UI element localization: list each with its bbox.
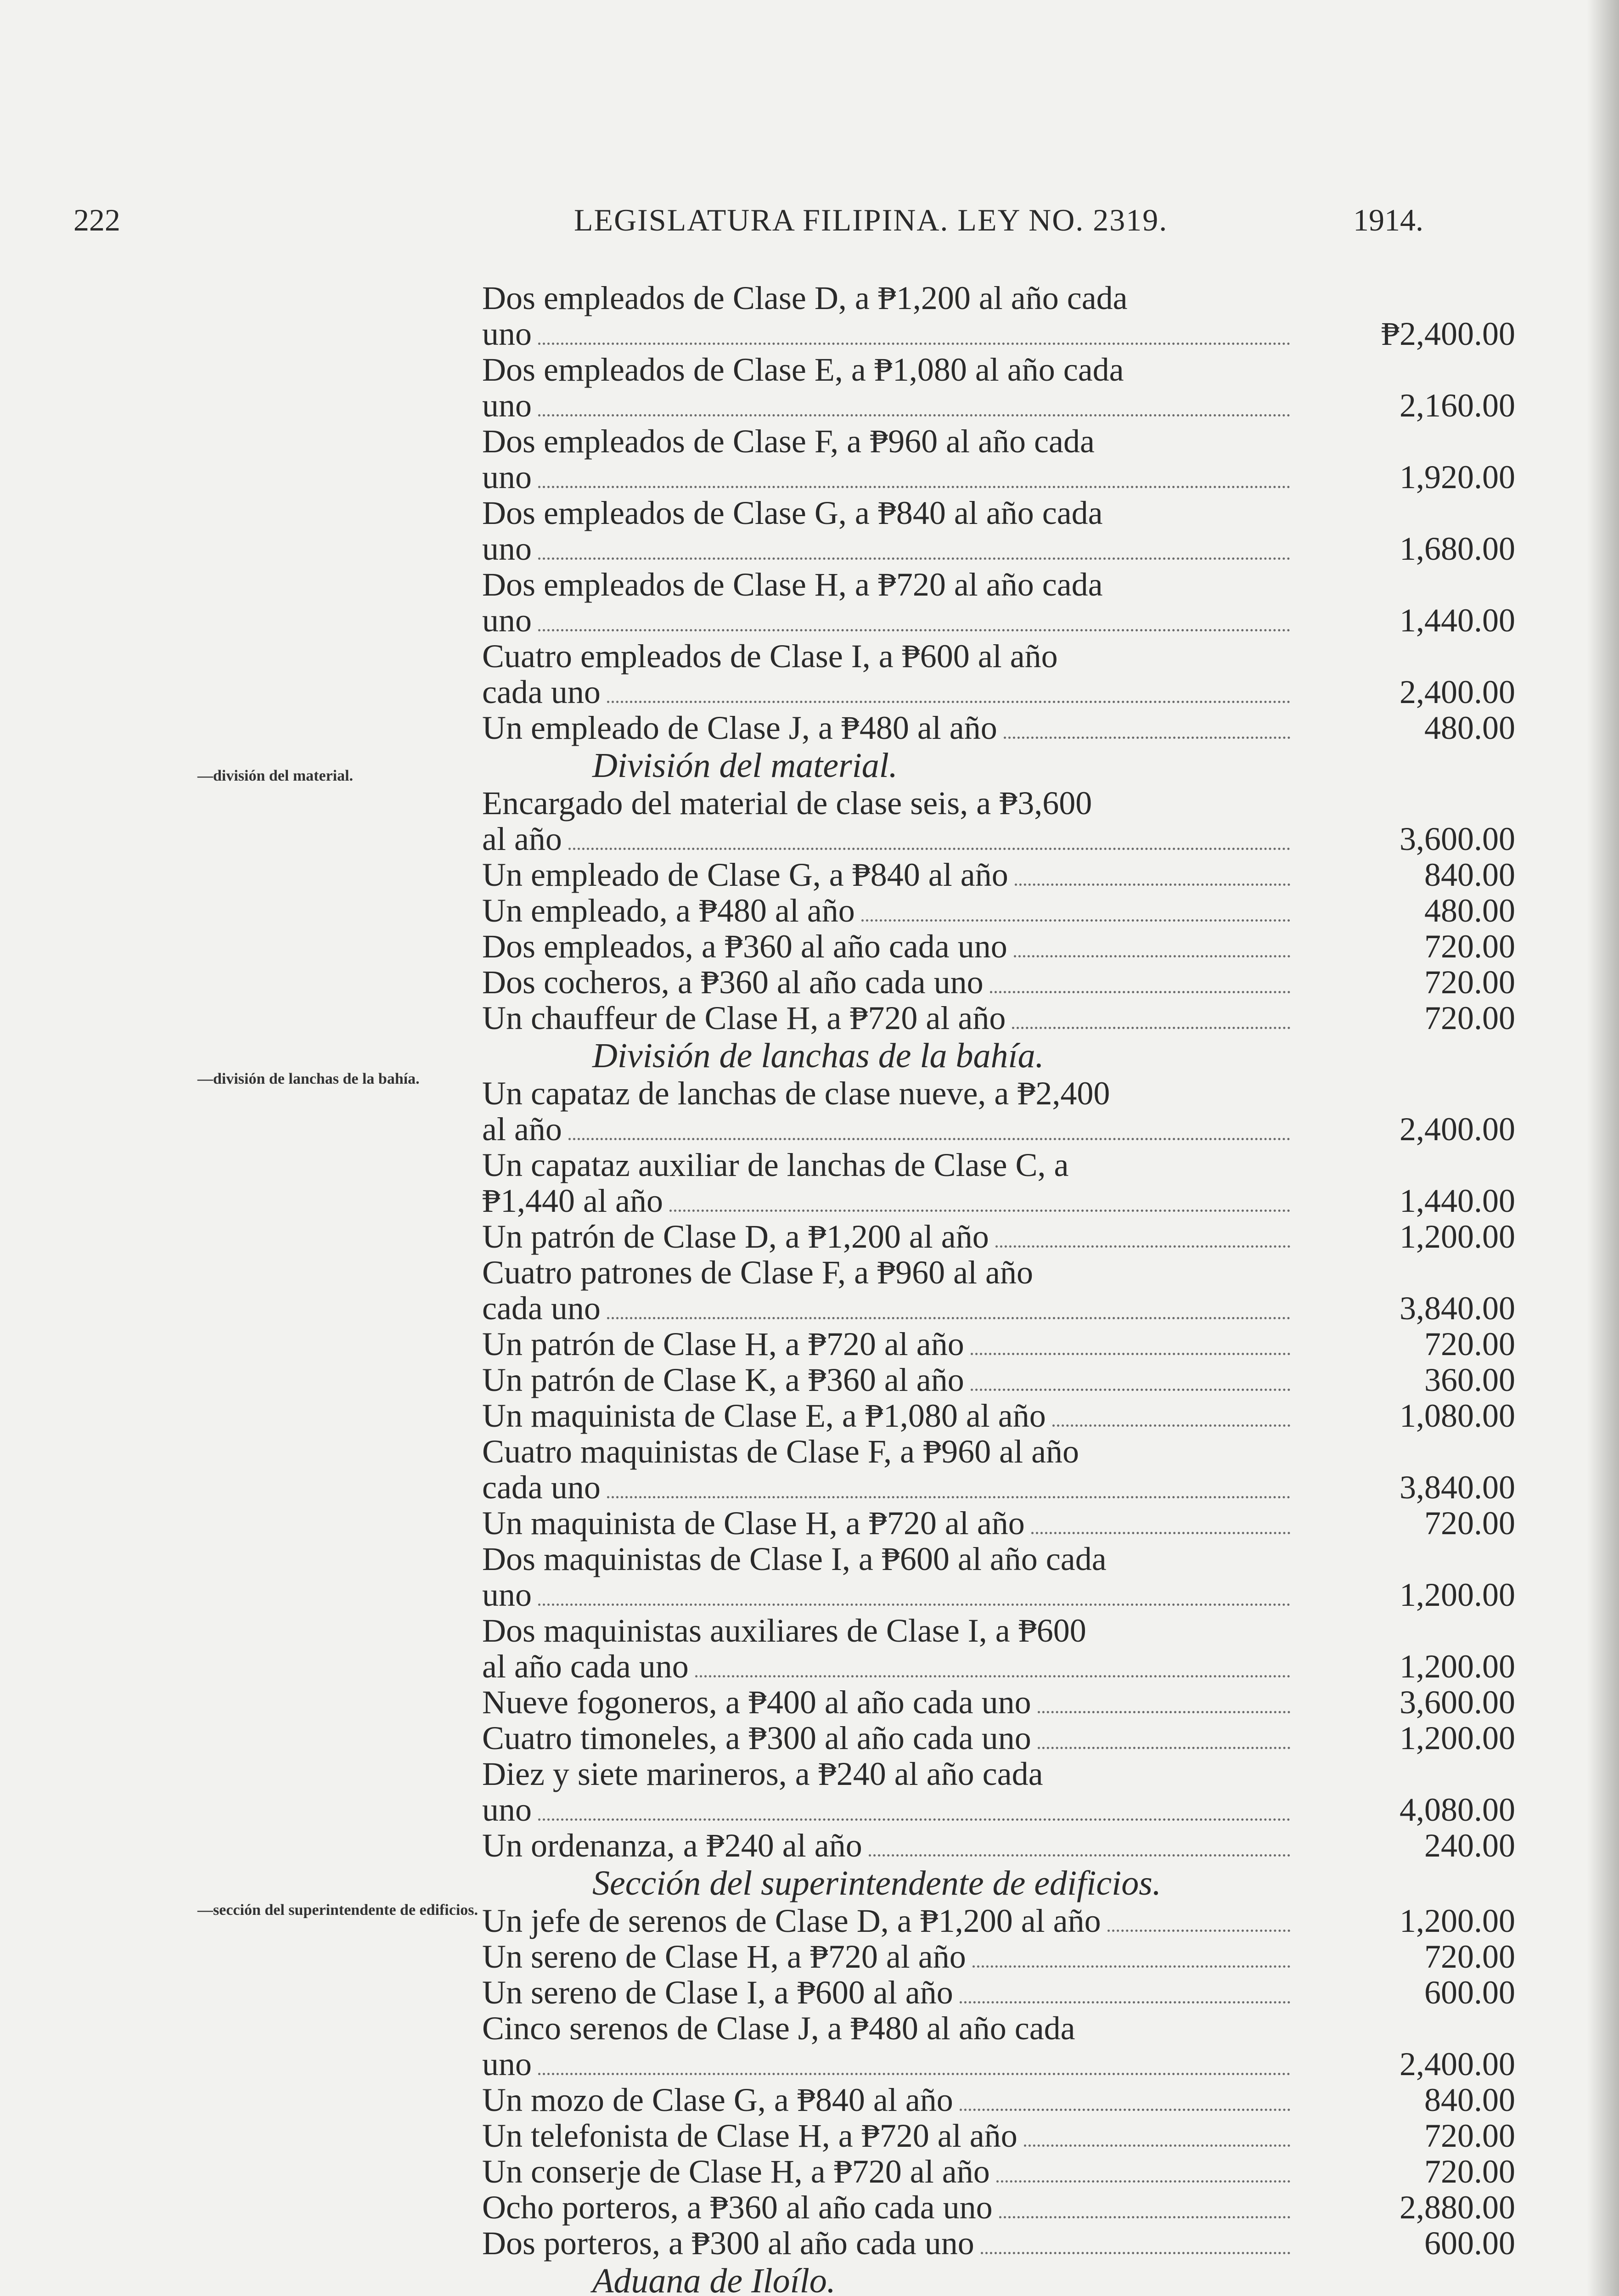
amount: 360.00 bbox=[1424, 1362, 1515, 1398]
line-item-description bbox=[482, 1613, 1295, 1684]
description-line-with-leader bbox=[482, 2189, 1295, 2225]
dot-leader bbox=[960, 2001, 1290, 2003]
dot-leader bbox=[973, 1965, 1290, 1968]
description-line-with-leader bbox=[482, 316, 1295, 352]
description-line-with-leader bbox=[482, 1649, 1295, 1684]
dot-leader bbox=[607, 1317, 1290, 1319]
description-text: Cuatro patrones de Clase F, a ₱960 al año bbox=[482, 1254, 1033, 1291]
line-item bbox=[482, 893, 1515, 929]
description-line-with-leader bbox=[482, 1398, 1295, 1434]
amount: 1,200.00 bbox=[1400, 1218, 1515, 1255]
line-item bbox=[482, 1326, 1515, 1362]
description-text: Dos cocheros, a ₱360 al año cada uno bbox=[482, 964, 984, 1001]
line-item-description bbox=[482, 352, 1295, 423]
description-text: cada uno bbox=[482, 1469, 601, 1506]
line-item bbox=[482, 1255, 1515, 1326]
line-item-description bbox=[482, 1505, 1295, 1541]
description-line-with-leader bbox=[482, 1000, 1295, 1036]
line-item bbox=[482, 1903, 1515, 1939]
line-item-description bbox=[482, 1219, 1295, 1255]
line-item bbox=[482, 2010, 1515, 2082]
amount: 1,200.00 bbox=[1400, 1720, 1515, 1756]
line-item-description bbox=[482, 1000, 1295, 1036]
amount: 840.00 bbox=[1424, 856, 1515, 893]
line-item bbox=[482, 785, 1515, 857]
line-item-description bbox=[482, 893, 1295, 929]
description-text: uno bbox=[482, 1576, 532, 1613]
description-line-with-leader bbox=[482, 1326, 1295, 1362]
line-item-description bbox=[482, 710, 1295, 746]
description-line-with-leader bbox=[482, 893, 1295, 929]
description-text: al año cada uno bbox=[482, 1648, 689, 1685]
amount: 720.00 bbox=[1424, 1000, 1515, 1036]
line-item bbox=[482, 1075, 1515, 1147]
line-item-description bbox=[482, 2154, 1295, 2189]
amount: 840.00 bbox=[1424, 2082, 1515, 2118]
dot-leader bbox=[568, 848, 1290, 850]
description-text: Un mozo de Clase G, a ₱840 al año bbox=[482, 2082, 953, 2118]
dot-leader bbox=[995, 1245, 1290, 1248]
line-item-description bbox=[482, 1326, 1295, 1362]
line-item bbox=[482, 1720, 1515, 1756]
dot-leader bbox=[1038, 1747, 1290, 1749]
description-line-with-leader bbox=[482, 1792, 1295, 1828]
line-item bbox=[482, 567, 1515, 638]
description-text: Diez y siete marineros, a ₱240 al año cada bbox=[482, 1756, 1043, 1792]
line-item bbox=[482, 2154, 1515, 2189]
line-item-description bbox=[482, 1756, 1295, 1828]
description-line-with-leader bbox=[482, 1505, 1295, 1541]
description-line-with-leader bbox=[482, 1183, 1295, 1219]
description-line-with-leader bbox=[482, 1975, 1295, 2010]
line-item bbox=[482, 857, 1515, 893]
line-item-description bbox=[482, 929, 1295, 964]
description-text: Un patrón de Clase D, a ₱1,200 al año bbox=[482, 1218, 989, 1255]
description-text: al año bbox=[482, 821, 562, 857]
amount: 1,200.00 bbox=[1400, 1902, 1515, 1939]
line-item-description bbox=[482, 567, 1295, 638]
line-item-description bbox=[482, 1903, 1295, 1939]
description-text: Dos empleados de Clase F, a ₱960 al año cada bbox=[482, 423, 1095, 460]
line-item-description bbox=[482, 2118, 1295, 2154]
dot-leader bbox=[538, 414, 1290, 416]
section-heading: División de lanchas de la bahía. bbox=[592, 1036, 1044, 1075]
description-text: Nueve fogoneros, a ₱400 al año cada uno bbox=[482, 1684, 1031, 1721]
description-text: Un capataz de lanchas de clase nueve, a ₱2,400 bbox=[482, 1075, 1110, 1112]
description-text: uno bbox=[482, 315, 532, 352]
amount: 3,600.00 bbox=[1400, 1684, 1515, 1721]
dot-leader bbox=[538, 486, 1290, 488]
line-item bbox=[482, 638, 1515, 710]
amount: 720.00 bbox=[1424, 964, 1515, 1001]
line-item bbox=[482, 1541, 1515, 1613]
line-item bbox=[482, 2082, 1515, 2118]
description-text: Un chauffeur de Clase H, a ₱720 al año bbox=[482, 1000, 1006, 1036]
description-text: Dos porteros, a ₱300 al año cada uno bbox=[482, 2225, 974, 2262]
amount: 720.00 bbox=[1424, 2117, 1515, 2154]
line-item-description bbox=[482, 1398, 1295, 1434]
description-text: Un maquinista de Clase H, a ₱720 al año bbox=[482, 1505, 1025, 1542]
description-text: Un sereno de Clase H, a ₱720 al año bbox=[482, 1938, 966, 1975]
dot-leader bbox=[1031, 1532, 1290, 1534]
amount: 4,080.00 bbox=[1400, 1791, 1515, 1828]
description-text: Dos empleados de Clase H, a ₱720 al año cada bbox=[482, 566, 1103, 603]
side-note: —sección del superintendente de edificios. bbox=[197, 1902, 478, 1919]
dot-leader bbox=[999, 2216, 1290, 2218]
page-header bbox=[73, 202, 1423, 257]
amount: 1,200.00 bbox=[1400, 1648, 1515, 1685]
dot-leader bbox=[607, 701, 1290, 703]
amount: 720.00 bbox=[1424, 928, 1515, 965]
line-item-description bbox=[482, 1720, 1295, 1756]
amount: 720.00 bbox=[1424, 1938, 1515, 1975]
dot-leader bbox=[607, 1496, 1290, 1498]
amount: 480.00 bbox=[1424, 892, 1515, 929]
amount: 600.00 bbox=[1424, 2225, 1515, 2262]
line-item bbox=[482, 1505, 1515, 1541]
amount: 720.00 bbox=[1424, 2153, 1515, 2190]
amount: 480.00 bbox=[1424, 709, 1515, 746]
line-item bbox=[482, 2225, 1515, 2261]
dot-leader bbox=[538, 557, 1290, 560]
description-line-with-leader bbox=[482, 1828, 1295, 1863]
description-text: Encargado del material de clase seis, a ₱3,600 bbox=[482, 785, 1092, 822]
header-year: 1914. bbox=[1353, 203, 1423, 237]
line-item bbox=[482, 1939, 1515, 1975]
description-text: Un conserje de Clase H, a ₱720 al año bbox=[482, 2153, 990, 2190]
line-item bbox=[482, 495, 1515, 567]
line-item-description bbox=[482, 2010, 1295, 2082]
amount: 2,880.00 bbox=[1400, 2189, 1515, 2226]
line-item-description bbox=[482, 2189, 1295, 2225]
description-line-with-leader bbox=[482, 857, 1295, 893]
line-item-description bbox=[482, 1075, 1295, 1147]
description-text: Un patrón de Clase K, a ₱360 al año bbox=[482, 1362, 964, 1398]
dot-leader bbox=[1004, 737, 1290, 739]
amount: 3,600.00 bbox=[1400, 821, 1515, 857]
amount: 1,920.00 bbox=[1400, 459, 1515, 495]
line-item-description bbox=[482, 1541, 1295, 1613]
line-item bbox=[482, 1362, 1515, 1398]
dot-leader bbox=[1014, 955, 1290, 957]
description-text: Dos empleados, a ₱360 al año cada uno bbox=[482, 928, 1007, 965]
dot-leader bbox=[869, 1854, 1290, 1857]
description-text: Un sereno de Clase I, a ₱600 al año bbox=[482, 1974, 953, 2011]
line-item bbox=[482, 1000, 1515, 1036]
line-item bbox=[482, 1828, 1515, 1863]
description-text: uno bbox=[482, 387, 532, 424]
line-item-description bbox=[482, 1362, 1295, 1398]
dot-leader bbox=[538, 2073, 1290, 2075]
section-heading: Aduana de Iloílo. bbox=[592, 2262, 836, 2296]
description-text: Ocho porteros, a ₱360 al año cada uno bbox=[482, 2189, 993, 2226]
line-item-description bbox=[482, 2082, 1295, 2118]
line-item-description bbox=[482, 857, 1295, 893]
description-line-with-leader bbox=[482, 1939, 1295, 1975]
line-item-description bbox=[482, 785, 1295, 857]
description-text: Un patrón de Clase H, a ₱720 al año bbox=[482, 1326, 964, 1362]
description-line-with-leader bbox=[482, 674, 1295, 710]
appropriation-list bbox=[482, 280, 1515, 2296]
amount: 1,440.00 bbox=[1400, 602, 1515, 639]
dot-leader bbox=[981, 2252, 1290, 2254]
description-text: Un empleado, a ₱480 al año bbox=[482, 892, 855, 929]
section-heading: División del material. bbox=[592, 746, 898, 785]
section-heading: Sección del superintendente de edificios. bbox=[592, 1864, 1161, 1902]
page-edge-shadow bbox=[1587, 0, 1619, 2296]
line-item-description bbox=[482, 1147, 1295, 1219]
amount: 2,400.00 bbox=[1400, 1111, 1515, 1148]
line-item bbox=[482, 1613, 1515, 1684]
amount: 1,440.00 bbox=[1400, 1182, 1515, 1219]
dot-leader bbox=[1038, 1711, 1290, 1713]
description-text: uno bbox=[482, 2046, 532, 2082]
line-item-description bbox=[482, 964, 1295, 1000]
description-text: uno bbox=[482, 602, 532, 639]
dot-leader bbox=[1107, 1930, 1290, 1932]
description-text: Un jefe de serenos de Clase D, a ₱1,200 al año bbox=[482, 1902, 1101, 1939]
description-text: Dos empleados de Clase E, a ₱1,080 al año cada bbox=[482, 351, 1124, 388]
description-line-with-leader bbox=[482, 710, 1295, 746]
line-item bbox=[482, 1756, 1515, 1828]
description-text: Dos maquinistas auxiliares de Clase I, a ₱600 bbox=[482, 1612, 1086, 1649]
description-line-with-leader bbox=[482, 1720, 1295, 1756]
description-line-with-leader bbox=[482, 2225, 1295, 2261]
amount: 2,160.00 bbox=[1400, 387, 1515, 424]
dot-leader bbox=[971, 1389, 1290, 1391]
description-text: Cinco serenos de Clase J, a ₱480 al año cada bbox=[482, 2010, 1075, 2047]
amount: 720.00 bbox=[1424, 1505, 1515, 1542]
line-item-description bbox=[482, 638, 1295, 710]
line-item-description bbox=[482, 1828, 1295, 1863]
dot-leader bbox=[960, 2109, 1290, 2111]
dot-leader bbox=[538, 1818, 1290, 1821]
line-item-description bbox=[482, 280, 1295, 352]
amount: 3,840.00 bbox=[1400, 1469, 1515, 1506]
side-note: —división del material. bbox=[197, 767, 354, 784]
description-text: Un ordenanza, a ₱240 al año bbox=[482, 1827, 862, 1864]
line-item bbox=[482, 1398, 1515, 1434]
description-text: uno bbox=[482, 1791, 532, 1828]
description-text: uno bbox=[482, 530, 532, 567]
description-line-with-leader bbox=[482, 531, 1295, 567]
amount: 240.00 bbox=[1424, 1827, 1515, 1864]
line-item bbox=[482, 2118, 1515, 2154]
dot-leader bbox=[990, 991, 1290, 993]
amount: 1,080.00 bbox=[1400, 1397, 1515, 1434]
description-text: cada uno bbox=[482, 674, 601, 710]
description-line-with-leader bbox=[482, 821, 1295, 857]
dot-leader bbox=[1015, 884, 1290, 886]
amount: ₱2,400.00 bbox=[1381, 315, 1515, 352]
dot-leader bbox=[996, 2180, 1290, 2183]
description-line-with-leader bbox=[482, 1290, 1295, 1326]
amount: 600.00 bbox=[1424, 1974, 1515, 2011]
line-item bbox=[482, 280, 1515, 352]
description-line-with-leader bbox=[482, 1684, 1295, 1720]
line-item-description bbox=[482, 1434, 1295, 1505]
amount: 1,200.00 bbox=[1400, 1576, 1515, 1613]
dot-leader bbox=[538, 629, 1290, 631]
description-line-with-leader bbox=[482, 2154, 1295, 2189]
running-title: LEGISLATURA FILIPINA. LEY NO. 2319. bbox=[574, 203, 1168, 237]
line-item-description bbox=[482, 423, 1295, 495]
line-item bbox=[482, 1684, 1515, 1720]
line-item bbox=[482, 423, 1515, 495]
line-item bbox=[482, 964, 1515, 1000]
side-note: —división de lanchas de la bahía. bbox=[197, 1070, 420, 1087]
line-item-description bbox=[482, 495, 1295, 567]
description-text: ₱1,440 al año bbox=[482, 1182, 663, 1219]
description-text: Un capataz auxiliar de lanchas de Clase C, a bbox=[482, 1147, 1069, 1183]
line-item bbox=[482, 352, 1515, 423]
line-item-description bbox=[482, 1939, 1295, 1975]
dot-leader bbox=[1024, 2144, 1290, 2147]
amount: 3,840.00 bbox=[1400, 1290, 1515, 1327]
line-item-description bbox=[482, 2225, 1295, 2261]
description-line-with-leader bbox=[482, 602, 1295, 638]
amount: 720.00 bbox=[1424, 1326, 1515, 1362]
amount: 1,680.00 bbox=[1400, 530, 1515, 567]
description-line-with-leader bbox=[482, 2046, 1295, 2082]
description-line-with-leader bbox=[482, 2118, 1295, 2154]
description-text: Cuatro maquinistas de Clase F, a ₱960 al año bbox=[482, 1433, 1079, 1470]
description-text: Un maquinista de Clase E, a ₱1,080 al año bbox=[482, 1397, 1046, 1434]
line-item-description bbox=[482, 1975, 1295, 2010]
description-text: Dos empleados de Clase D, a ₱1,200 al año cada bbox=[482, 280, 1128, 316]
line-item bbox=[482, 1434, 1515, 1505]
description-line-with-leader bbox=[482, 1903, 1295, 1939]
amount: 2,400.00 bbox=[1400, 674, 1515, 710]
dot-leader bbox=[538, 343, 1290, 345]
description-line-with-leader bbox=[482, 1469, 1295, 1505]
description-line-with-leader bbox=[482, 1219, 1295, 1255]
description-text: Un empleado de Clase G, a ₱840 al año bbox=[482, 856, 1008, 893]
line-item bbox=[482, 929, 1515, 964]
description-text: Un telefonista de Clase H, a ₱720 al año bbox=[482, 2117, 1017, 2154]
description-text: cada uno bbox=[482, 1290, 601, 1327]
line-item bbox=[482, 2189, 1515, 2225]
dot-leader bbox=[971, 1353, 1290, 1355]
line-item bbox=[482, 710, 1515, 746]
description-text: uno bbox=[482, 459, 532, 495]
description-line-with-leader bbox=[482, 388, 1295, 423]
description-line-with-leader bbox=[482, 1362, 1295, 1398]
line-item bbox=[482, 1147, 1515, 1219]
description-line-with-leader bbox=[482, 964, 1295, 1000]
line-item bbox=[482, 1219, 1515, 1255]
description-text: Cuatro empleados de Clase I, a ₱600 al año bbox=[482, 638, 1058, 675]
page-number: 222 bbox=[73, 203, 120, 237]
description-text: Dos maquinistas de Clase I, a ₱600 al año cada bbox=[482, 1541, 1107, 1577]
description-line-with-leader bbox=[482, 929, 1295, 964]
dot-leader bbox=[538, 1604, 1290, 1606]
amount: 2,400.00 bbox=[1400, 2046, 1515, 2082]
dot-leader bbox=[1052, 1424, 1290, 1427]
line-item bbox=[482, 1975, 1515, 2010]
dot-leader bbox=[568, 1138, 1290, 1140]
line-item-description bbox=[482, 1255, 1295, 1326]
description-text: Un empleado de Clase J, a ₱480 al año bbox=[482, 709, 997, 746]
dot-leader bbox=[695, 1675, 1290, 1677]
description-text: Cuatro timoneles, a ₱300 al año cada uno bbox=[482, 1720, 1031, 1756]
description-line-with-leader bbox=[482, 1577, 1295, 1613]
description-line-with-leader bbox=[482, 1111, 1295, 1147]
dot-leader bbox=[1012, 1027, 1290, 1029]
dot-leader bbox=[861, 919, 1290, 922]
description-line-with-leader bbox=[482, 459, 1295, 495]
description-text: Dos empleados de Clase G, a ₱840 al año cada bbox=[482, 495, 1103, 531]
description-text: al año bbox=[482, 1111, 562, 1148]
description-line-with-leader bbox=[482, 2082, 1295, 2118]
dot-leader bbox=[669, 1210, 1290, 1212]
line-item-description bbox=[482, 1684, 1295, 1720]
